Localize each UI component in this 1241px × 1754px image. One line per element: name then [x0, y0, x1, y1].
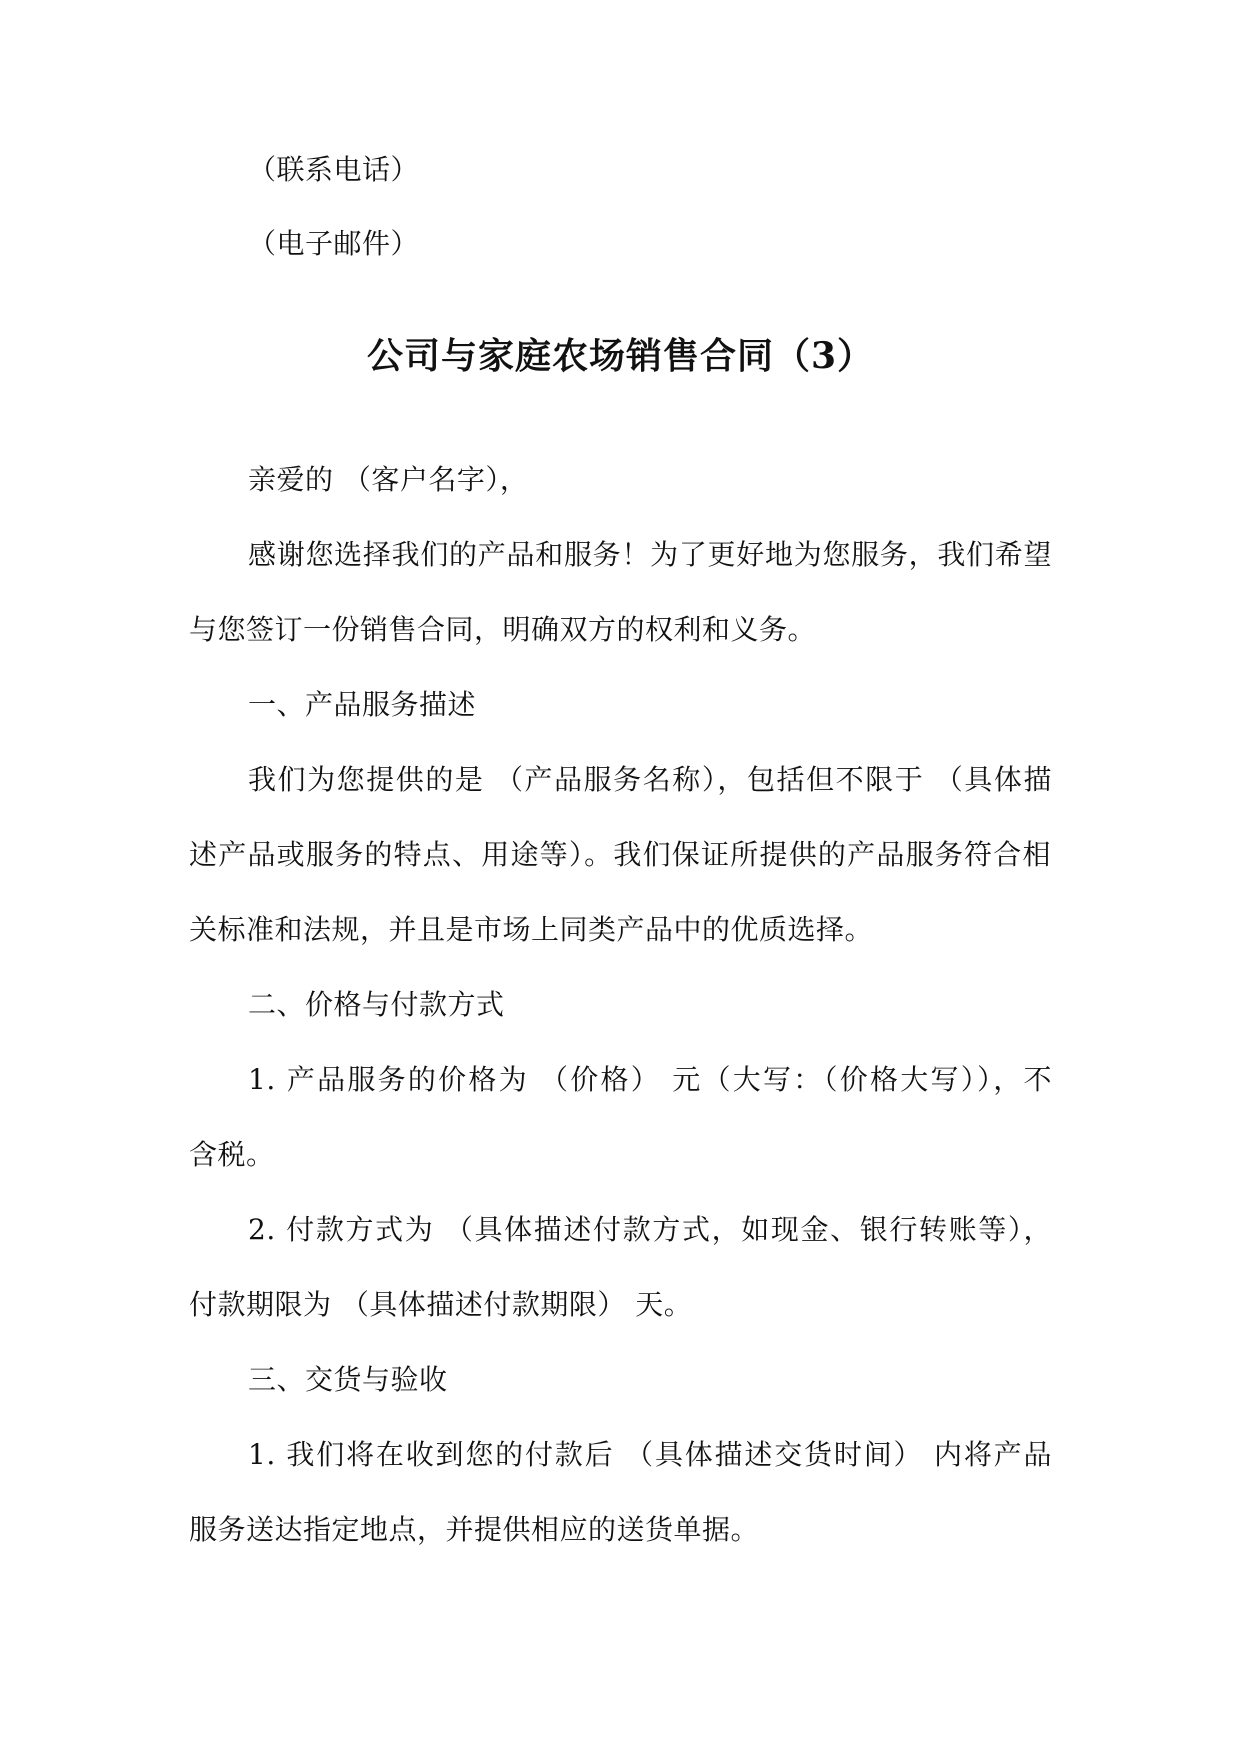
- section2-item1-line-2: 含税。: [189, 1138, 275, 1171]
- section2-item2-line-2: 付款期限为 （具体描述付款期限） 天。: [189, 1288, 693, 1321]
- section3-heading: 三、交货与验收: [248, 1363, 448, 1396]
- intro-line-2: 与您签订一份销售合同，明确双方的权利和义务。: [189, 613, 817, 646]
- section1-line-3: 关标准和法规，并且是市场上同类产品中的优质选择。: [189, 913, 874, 946]
- section2-heading: 二、价格与付款方式: [248, 988, 505, 1021]
- email-line: （电子邮件）: [248, 227, 420, 260]
- section1-line-1: 我们为您提供的是 （产品服务名称），包括但不限于 （具体描: [248, 763, 1052, 796]
- section1-line-2: 述产品或服务的特点、用途等）。我们保证所提供的产品服务符合相: [189, 838, 1051, 871]
- section2-item1-line-1: 1. 产品服务的价格为 （价格） 元（大写：（价格大写）），不: [248, 1063, 1052, 1096]
- greeting-line: 亲爱的 （客户名字），: [248, 463, 529, 496]
- section3-item1-line-2: 服务送达指定地点，并提供相应的送货单据。: [189, 1513, 760, 1546]
- contact-phone-line: （联系电话）: [248, 153, 420, 186]
- section1-heading: 一、产品服务描述: [248, 688, 477, 721]
- section2-item2-line-1: 2. 付款方式为 （具体描述付款方式，如现金、银行转账等），: [248, 1213, 1052, 1246]
- intro-line-1: 感谢您选择我们的产品和服务！为了更好地为您服务，我们希望: [248, 538, 1052, 571]
- section3-item1-line-1: 1. 我们将在收到您的付款后 （具体描述交货时间） 内将产品: [248, 1438, 1052, 1471]
- document-title: 公司与家庭农场销售合同（3）: [366, 335, 875, 377]
